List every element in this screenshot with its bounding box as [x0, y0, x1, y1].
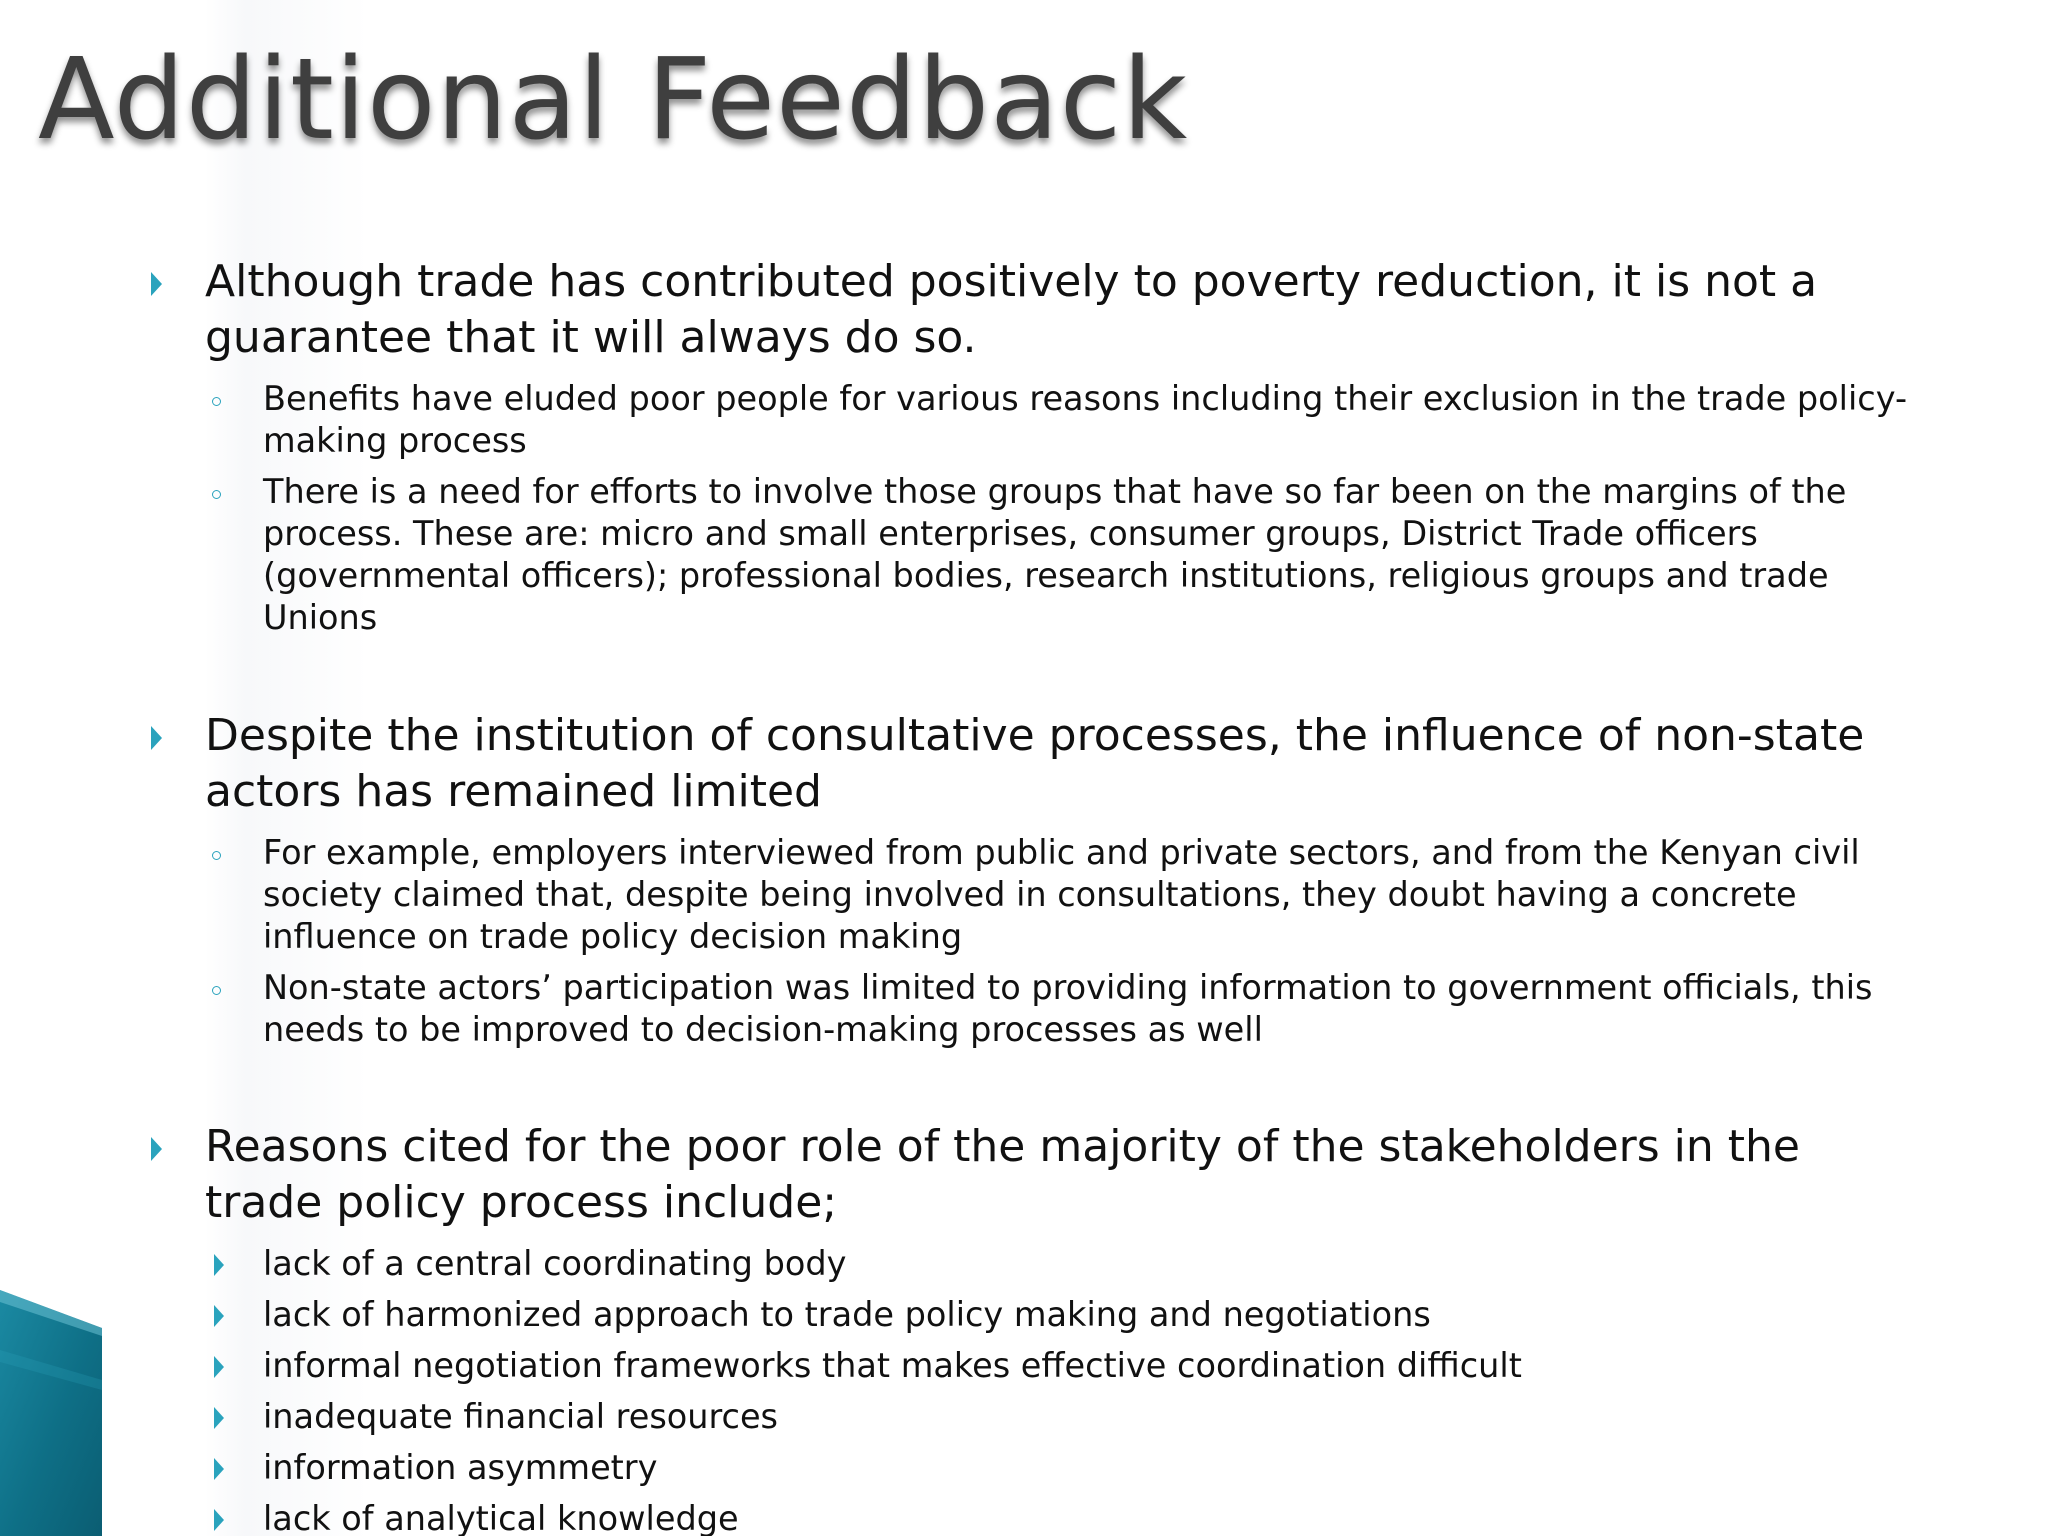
- bullet-3-sub-4: inadequate financial resources: [263, 1397, 779, 1436]
- bullet-1-sub-1-line-2: making process: [263, 421, 527, 460]
- triangle-bullet-icon: [151, 726, 162, 750]
- bullet-2-sub-1-line-1: For example, employers interviewed from public and private sectors, and from the Kenyan civil: [263, 833, 1860, 872]
- bullet-3-sub-1: lack of a central coordinating body: [263, 1244, 847, 1283]
- circle-bullet-icon: [212, 851, 221, 860]
- bullet-3-line-2: trade policy process include;: [205, 1177, 838, 1228]
- corner-decoration: [0, 1290, 110, 1536]
- bullet-3-sub-3: informal negotiation frameworks that makes effective coordination difficult: [263, 1346, 1522, 1385]
- bullet-1-line-1: Although trade has contributed positively to poverty reduction, it is not a: [205, 256, 1818, 307]
- bullet-1-sub-2-line-3: (governmental officers); professional bodies, research institutions, religious groups and trade: [263, 556, 1829, 595]
- circle-bullet-icon: [212, 986, 221, 995]
- bullet-2-line-1: Despite the institution of consultative processes, the influence of non-state: [205, 710, 1865, 761]
- triangle-bullet-icon: [151, 1137, 162, 1161]
- bullet-1-sub-2-line-4: Unions: [263, 598, 378, 637]
- bullet-2-line-2: actors has remained limited: [205, 766, 822, 817]
- triangle-bullet-icon: [214, 1458, 224, 1480]
- bullet-3-sub-6: lack of analytical knowledge: [263, 1499, 739, 1536]
- bullet-2-sub-1-line-3: influence on trade policy decision making: [263, 917, 963, 956]
- bullet-1-sub-1-line-1: Benefits have eluded poor people for various reasons including their exclusion in the trade policy-: [263, 379, 1908, 418]
- bullet-1-sub-2-line-1: There is a need for efforts to involve those groups that have so far been on the margins of the: [263, 472, 1847, 511]
- bullet-2-sub-1-line-2: society claimed that, despite being involved in consultations, they doubt having a concrete: [263, 875, 1797, 914]
- bullet-1-sub-2-line-2: process. These are: micro and small enterprises, consumer groups, District Trade officers: [263, 514, 1758, 553]
- bullet-2-sub-2-line-2: needs to be improved to decision-making processes as well: [263, 1010, 1263, 1049]
- triangle-bullet-icon: [214, 1254, 224, 1276]
- circle-bullet-icon: [212, 490, 221, 499]
- bullet-3-line-1: Reasons cited for the poor role of the majority of the stakeholders in the: [205, 1121, 1800, 1172]
- triangle-bullet-icon: [214, 1356, 224, 1378]
- triangle-bullet-icon: [214, 1305, 224, 1327]
- triangle-bullet-icon: [214, 1407, 224, 1429]
- slide-title: Additional Feedback: [38, 35, 1189, 165]
- triangle-bullet-icon: [214, 1509, 224, 1531]
- triangle-bullet-icon: [151, 272, 162, 296]
- bullet-3-sub-2: lack of harmonized approach to trade policy making and negotiations: [263, 1295, 1431, 1334]
- bullet-1-line-2: guarantee that it will always do so.: [205, 312, 977, 363]
- circle-bullet-icon: [212, 397, 221, 406]
- bullet-2-sub-2-line-1: Non-state actors’ participation was limited to providing information to government officials, this: [263, 968, 1873, 1007]
- bullet-3-sub-5: information asymmetry: [263, 1448, 658, 1487]
